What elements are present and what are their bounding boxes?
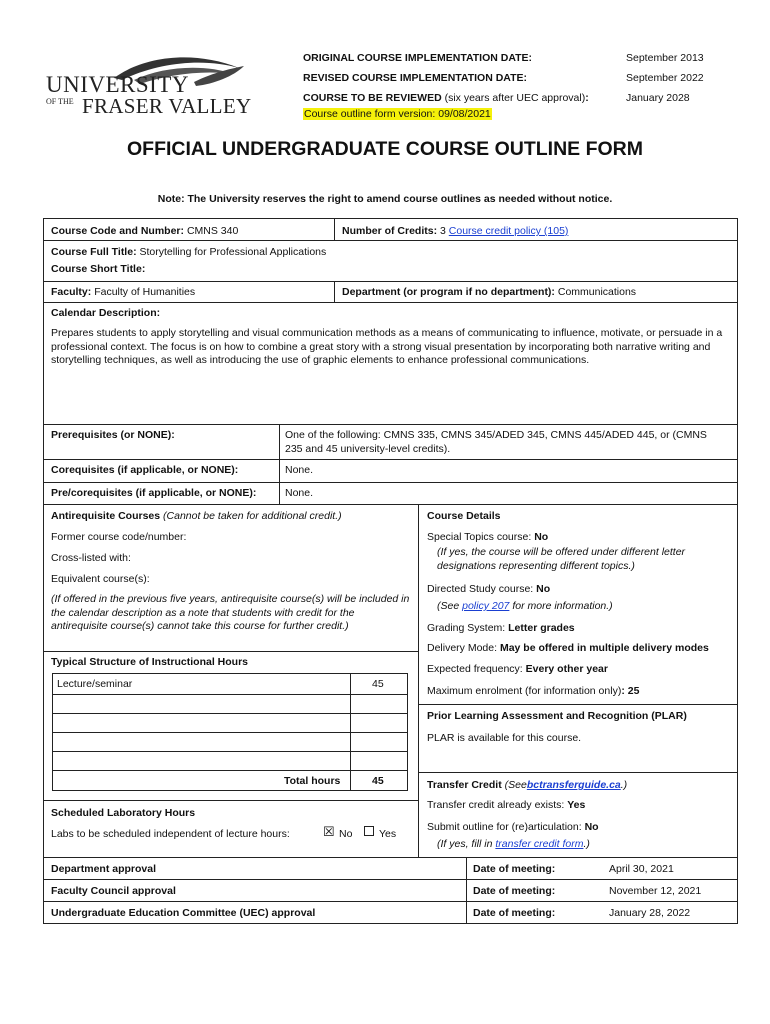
full-title-label: Course Full Title: bbox=[51, 246, 137, 258]
transfer-credit-heading bbox=[427, 778, 627, 792]
credits-field bbox=[342, 224, 568, 238]
lab-question: Labs to be scheduled independent of lecture hours: bbox=[51, 828, 290, 840]
rearticulation-field bbox=[427, 820, 599, 834]
precorequisites-label: Pre/corequisites (if applicable, or NONE): bbox=[51, 487, 257, 499]
lab-yes-checkbox[interactable] bbox=[364, 826, 374, 836]
department-approval-label: Department approval bbox=[51, 863, 157, 875]
enrolment-value: : 25 bbox=[621, 685, 640, 697]
lab-no-checkbox[interactable]: ☒ bbox=[323, 824, 335, 839]
total-hours-value: 45 bbox=[372, 775, 384, 787]
transfer-credit-form-link[interactable]: transfer credit form bbox=[495, 838, 584, 850]
antirequisite-heading bbox=[51, 509, 342, 523]
logo-university-text: UNIVERSITY bbox=[46, 72, 189, 97]
frequency-field bbox=[427, 662, 608, 676]
corequisites-value: None. bbox=[285, 464, 314, 476]
faculty-council-date: November 12, 2021 bbox=[609, 885, 702, 897]
grading-label: Grading System: bbox=[427, 622, 506, 634]
calendar-description-label: Calendar Description: bbox=[51, 307, 161, 319]
plar-text: PLAR is available for this course. bbox=[427, 732, 582, 744]
special-topics-value: No bbox=[534, 531, 549, 543]
hours-row-name: Lecture/seminar bbox=[57, 678, 133, 690]
faculty-label: Faculty: bbox=[51, 286, 92, 298]
antirequisite-label: Antirequisite Courses bbox=[51, 510, 161, 522]
lab-hours-label: Scheduled Laboratory Hours bbox=[51, 807, 196, 819]
equivalent-course-label: Equivalent course(s): bbox=[51, 573, 150, 585]
department-value: Communications bbox=[557, 286, 637, 298]
revised-date-value: September 2022 bbox=[626, 72, 704, 84]
directed-study-field bbox=[427, 582, 550, 596]
precorequisites-value: None. bbox=[285, 487, 314, 499]
transfer-exists-value: Yes bbox=[567, 799, 586, 811]
lab-no-label: No bbox=[339, 828, 353, 840]
special-topics-label: Special Topics course: bbox=[427, 531, 532, 543]
short-title-label: Course Short Title: bbox=[51, 263, 146, 275]
former-course-label: Former course code/number: bbox=[51, 531, 187, 543]
corequisites-label: Corequisites (if applicable, or NONE): bbox=[51, 464, 239, 476]
department-approval-date-label: Date of meeting: bbox=[473, 863, 556, 875]
antirequisite-note: (Cannot be taken for additional credit.) bbox=[163, 510, 342, 522]
prerequisites-value: One of the following: CMNS 335, CMNS 345/ADED 345, CMNS 445/ADED 445, or (CMNS 235 and 45 university-level credits). bbox=[285, 429, 707, 455]
transfer-see-post: .) bbox=[620, 779, 628, 791]
logo-of-the-text: OF THE bbox=[46, 97, 74, 106]
uec-date-label: Date of meeting: bbox=[473, 907, 556, 919]
enrolment-label: Maximum enrolment (for information only) bbox=[427, 685, 622, 697]
grading-field bbox=[427, 621, 575, 635]
page-title: OFFICIAL UNDERGRADUATE COURSE OUTLINE FORM bbox=[126, 138, 644, 160]
bctransferguide-link[interactable]: bctransferguide.ca bbox=[526, 779, 621, 791]
delivery-value: May be offered in multiple delivery modes bbox=[499, 642, 709, 654]
special-topics-note: (If yes, the course will be offered under different letter designations representing different topics.) bbox=[437, 546, 686, 572]
uec-date: January 28, 2022 bbox=[609, 907, 691, 919]
transfer-credit-label: Transfer Credit bbox=[427, 779, 502, 791]
prerequisites-label: Prerequisites (or NONE): bbox=[51, 429, 175, 441]
review-date-value: January 2028 bbox=[626, 92, 690, 104]
calendar-description-text: Prepares students to apply storytelling and visual communication methods as a means of communicating to influence, motivate, or persuade in a professional context. The focus is on how to combine a great story with a strong visual presentation by incorporating both narrative writing and storytelling techniques, as well as introducing the use of graphic elements to enhance professional communications. bbox=[51, 327, 723, 366]
plar-label: Prior Learning Assessment and Recognition (PLAR) bbox=[427, 710, 687, 722]
original-date-label: ORIGINAL COURSE IMPLEMENTATION DATE: bbox=[303, 52, 533, 64]
frequency-label: Expected frequency: bbox=[427, 663, 523, 675]
special-topics-field bbox=[427, 530, 548, 544]
faculty-value: Faculty of Humanities bbox=[94, 286, 196, 298]
cross-listed-label: Cross-listed with: bbox=[51, 552, 131, 564]
review-date-note: (six years after UEC approval) bbox=[444, 92, 586, 104]
course-code-value: CMNS 340 bbox=[186, 225, 239, 237]
revised-date-label: REVISED COURSE IMPLEMENTATION DATE: bbox=[303, 72, 528, 84]
rearticulation-value: No bbox=[584, 821, 599, 833]
review-date-line bbox=[303, 92, 589, 104]
rearticulation-label: Submit outline for (re)articulation: bbox=[427, 821, 582, 833]
review-colon: : bbox=[585, 92, 589, 104]
directed-note-pre: (See bbox=[437, 600, 460, 612]
logo-fraser-valley-text: FRASER VALLEY bbox=[82, 94, 252, 118]
review-date-label: COURSE TO BE REVIEWED bbox=[303, 92, 442, 104]
frequency-value: Every other year bbox=[525, 663, 608, 675]
amend-note: Note: The University reserves the right to amend course outlines as needed without notice. bbox=[157, 193, 613, 205]
full-title-value: Storytelling for Professional Applications bbox=[139, 246, 327, 258]
credits-value: 3 bbox=[440, 225, 446, 237]
structure-label: Typical Structure of Instructional Hours bbox=[51, 656, 248, 668]
uec-approval-label: Undergraduate Education Committee (UEC) approval bbox=[51, 907, 316, 919]
policy-207-link[interactable]: policy 207 bbox=[462, 600, 510, 612]
full-title-field bbox=[51, 245, 326, 259]
course-code-label: Course Code and Number: bbox=[51, 225, 185, 237]
transfer-exists-label: Transfer credit already exists: bbox=[427, 799, 565, 811]
department-approval-date: April 30, 2021 bbox=[609, 863, 674, 875]
faculty-field bbox=[51, 285, 195, 299]
total-hours-label: Total hours bbox=[284, 775, 341, 787]
directed-study-label: Directed Study course: bbox=[427, 583, 534, 595]
rearticulation-note bbox=[437, 837, 590, 851]
credits-label: Number of Credits: bbox=[342, 225, 438, 237]
department-field bbox=[342, 285, 636, 299]
faculty-council-approval-label: Faculty Council approval bbox=[51, 885, 176, 897]
form-version: Course outline form version: 09/08/2021 bbox=[304, 108, 491, 120]
course-code-field bbox=[51, 224, 238, 238]
directed-study-value: No bbox=[536, 583, 551, 595]
directed-note-post: for more information.) bbox=[512, 600, 613, 612]
delivery-field bbox=[427, 641, 709, 655]
enrolment-field bbox=[427, 684, 639, 698]
antirequisite-paragraph: (If offered in the previous five years, antirequisite course(s) will be included in the calendar description as a note that students with credit for the antirequisite course(s) cannot take this course for further credit.) bbox=[51, 593, 410, 632]
transfer-see-pre: (See bbox=[504, 779, 527, 791]
grading-value: Letter grades bbox=[508, 622, 575, 634]
rearticulation-note-post: .) bbox=[583, 838, 590, 850]
department-label: Department (or program if no department): bbox=[342, 286, 555, 298]
faculty-council-date-label: Date of meeting: bbox=[473, 885, 556, 897]
hours-row-value: 45 bbox=[372, 678, 384, 690]
rearticulation-note-pre: (If yes, fill in bbox=[437, 838, 493, 850]
delivery-label: Delivery Mode: bbox=[427, 642, 498, 654]
transfer-exists-field bbox=[427, 798, 585, 812]
course-details-label: Course Details bbox=[427, 510, 501, 522]
lab-yes-label: Yes bbox=[379, 828, 397, 840]
directed-study-note bbox=[437, 599, 613, 613]
original-date-value: September 2013 bbox=[626, 52, 704, 64]
credit-policy-link[interactable]: Course credit policy (105) bbox=[448, 225, 569, 237]
